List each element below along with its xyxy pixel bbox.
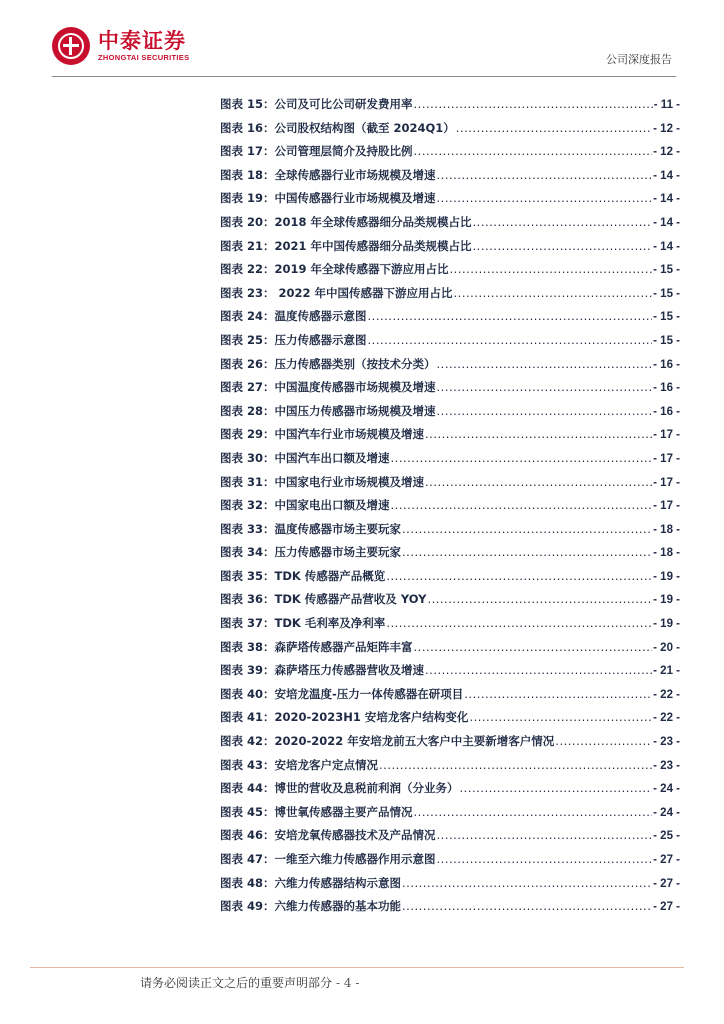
toc-entry[interactable] bbox=[220, 308, 680, 332]
toc-entry[interactable] bbox=[220, 190, 680, 214]
toc-entry[interactable] bbox=[220, 238, 680, 262]
toc-leader-dots bbox=[427, 592, 652, 606]
toc-leader-dots bbox=[437, 191, 653, 205]
toc-leader-dots bbox=[368, 333, 653, 347]
toc-leader-dots bbox=[391, 498, 653, 512]
toc-entry[interactable] bbox=[220, 827, 680, 851]
toc-entry-page: - 27 - bbox=[653, 901, 680, 914]
toc-entry[interactable] bbox=[220, 709, 680, 733]
toc-entry-title: 图表 26：压力传感器类别（按技术分类） bbox=[220, 356, 436, 371]
toc-entry-title: 图表 24：温度传感器示意图 bbox=[220, 309, 367, 324]
toc-entry-title: 图表 25：压力传感器示意图 bbox=[220, 332, 367, 347]
toc-entry-title: 图表 34：压力传感器市场主要玩家 bbox=[220, 545, 402, 560]
toc-entry[interactable] bbox=[220, 143, 680, 167]
footer-disclaimer: 请务必阅读正文之后的重要声明部分 bbox=[140, 976, 333, 990]
toc-entry[interactable] bbox=[220, 403, 680, 427]
toc-entry-page: - 11 - bbox=[653, 99, 680, 111]
toc-entry-title: 图表 30：中国汽车出口额及增速 bbox=[220, 450, 390, 465]
toc-entry[interactable] bbox=[220, 261, 680, 285]
toc-entry-page: - 18 - bbox=[653, 547, 680, 560]
toc-entry[interactable] bbox=[220, 332, 680, 356]
toc-entry-page: - 17 - bbox=[653, 500, 680, 513]
toc-entry-title: 图表 28：中国压力传感器市场规模及增速 bbox=[220, 403, 436, 418]
toc-entry[interactable] bbox=[220, 426, 680, 450]
toc-entry-page: - 16 - bbox=[653, 405, 680, 418]
toc-entry[interactable] bbox=[220, 591, 680, 615]
toc-entry-page: - 12 - bbox=[653, 122, 680, 135]
toc-leader-dots bbox=[425, 427, 652, 441]
toc-entry-title: 图表 16：公司股权结构图（截至 2024Q1） bbox=[220, 120, 455, 135]
toc-leader-dots bbox=[425, 663, 652, 677]
toc-entry[interactable] bbox=[220, 662, 680, 686]
toc-entry-title: 图表 32：中国家电出口额及增速 bbox=[220, 498, 390, 513]
toc-entry-title: 图表 22：2019 年全球传感器下游应用占比 bbox=[220, 262, 449, 277]
toc-entry[interactable] bbox=[220, 120, 680, 144]
toc-entry-title: 图表 20：2018 年全球传感器细分品类规模占比 bbox=[220, 214, 472, 229]
figure-table-of-contents bbox=[220, 96, 680, 922]
toc-entry[interactable] bbox=[220, 356, 680, 380]
toc-entry-title: 图表 48：六维力传感器结构示意图 bbox=[220, 875, 402, 890]
toc-entry[interactable] bbox=[220, 686, 680, 710]
toc-leader-dots bbox=[473, 239, 653, 253]
page-header bbox=[0, 0, 724, 76]
toc-entry-title: 图表 49：六维力传感器的基本功能 bbox=[220, 899, 402, 914]
toc-entry[interactable] bbox=[220, 544, 680, 568]
toc-leader-dots bbox=[368, 309, 653, 323]
toc-entry-page: - 16 - bbox=[653, 358, 680, 371]
toc-entry-title: 图表 35：TDK 传感器产品概览 bbox=[220, 568, 386, 583]
footer-page-number: - 4 - bbox=[336, 976, 360, 990]
toc-leader-dots bbox=[456, 121, 652, 135]
toc-entry[interactable] bbox=[220, 875, 680, 899]
toc-entry-title: 图表 33：温度传感器市场主要玩家 bbox=[220, 521, 402, 536]
toc-leader-dots bbox=[402, 545, 652, 559]
zhongtai-logo-icon bbox=[52, 27, 90, 65]
toc-entry-title: 图表 43：安培龙客户定点情况 bbox=[220, 757, 379, 772]
toc-entry-page: - 15 - bbox=[653, 311, 680, 324]
toc-entry-title: 图表 21：2021 年中国传感器细分品类规模占比 bbox=[220, 238, 472, 253]
toc-leader-dots bbox=[386, 569, 652, 583]
logo-chinese-name: 中泰证券 bbox=[98, 29, 186, 53]
toc-entry[interactable] bbox=[220, 167, 680, 191]
toc-leader-dots bbox=[464, 687, 652, 701]
toc-entry[interactable] bbox=[220, 474, 680, 498]
page-footer bbox=[140, 974, 359, 991]
toc-entry[interactable] bbox=[220, 615, 680, 639]
toc-leader-dots bbox=[460, 781, 653, 795]
toc-entry-title: 图表 19：中国传感器行业市场规模及增速 bbox=[220, 191, 436, 206]
toc-entry-title: 图表 17：公司管理层简介及持股比例 bbox=[220, 144, 413, 159]
toc-entry-title: 图表 37：TDK 毛利率及净利率 bbox=[220, 616, 386, 631]
toc-entry[interactable] bbox=[220, 733, 680, 757]
toc-leader-dots bbox=[425, 475, 652, 489]
toc-entry-page: - 17 - bbox=[653, 429, 680, 442]
toc-entry-page: - 17 - bbox=[653, 452, 680, 465]
toc-entry-title: 图表 40：安培龙温度-压力一体传感器在研项目 bbox=[220, 686, 464, 701]
company-logo bbox=[52, 24, 189, 68]
toc-entry-title: 图表 41：2020-2023H1 安培龙客户结构变化 bbox=[220, 710, 469, 725]
toc-leader-dots bbox=[414, 640, 653, 654]
toc-entry-title: 图表 39：森萨塔压力传感器营收及增速 bbox=[220, 663, 425, 678]
toc-leader-dots bbox=[437, 380, 653, 394]
toc-entry-title: 图表 29：中国汽车行业市场规模及增速 bbox=[220, 427, 425, 442]
toc-entry-title: 图表 44：博世的营收及息税前利润（分业务） bbox=[220, 781, 459, 796]
toc-entry-page: - 19 - bbox=[653, 594, 680, 607]
toc-entry[interactable] bbox=[220, 804, 680, 828]
toc-entry-page: - 24 - bbox=[653, 783, 680, 796]
footer-divider bbox=[30, 967, 684, 968]
toc-entry-page: - 17 - bbox=[653, 476, 680, 489]
toc-entry-page: - 19 - bbox=[653, 570, 680, 583]
toc-leader-dots bbox=[473, 215, 653, 229]
toc-entry-title: 图表 46：安培龙氧传感器技术及产品情况 bbox=[220, 828, 436, 843]
toc-entry-page: - 14 - bbox=[653, 193, 680, 206]
toc-leader-dots bbox=[437, 852, 653, 866]
toc-leader-dots bbox=[391, 451, 653, 465]
toc-entry-page: - 22 - bbox=[653, 688, 680, 701]
toc-entry[interactable] bbox=[220, 757, 680, 781]
toc-entry-page: - 18 - bbox=[653, 523, 680, 536]
toc-entry-page: - 27 - bbox=[653, 877, 680, 890]
toc-entry-page: - 12 - bbox=[653, 146, 680, 159]
toc-leader-dots bbox=[379, 758, 652, 772]
toc-leader-dots bbox=[437, 828, 653, 842]
toc-entry-title: 图表 18：全球传感器行业市场规模及增速 bbox=[220, 167, 436, 182]
toc-entry-page: - 14 - bbox=[653, 240, 680, 253]
toc-entry-page: - 23 - bbox=[653, 759, 680, 772]
report-type-label: 公司深度报告 bbox=[606, 53, 672, 66]
toc-leader-dots bbox=[402, 899, 652, 913]
toc-entry-page: - 19 - bbox=[653, 618, 680, 631]
toc-leader-dots bbox=[402, 876, 652, 890]
toc-entry-title: 图表 36：TDK 传感器产品营收及 YOY bbox=[220, 592, 427, 607]
toc-leader-dots bbox=[402, 522, 652, 536]
toc-entry[interactable] bbox=[220, 898, 680, 922]
toc-entry[interactable] bbox=[220, 568, 680, 592]
toc-entry[interactable] bbox=[220, 214, 680, 238]
toc-entry[interactable] bbox=[220, 379, 680, 403]
toc-entry-title: 图表 15：公司及可比公司研发费用率 bbox=[220, 97, 413, 111]
toc-entry-page: - 15 - bbox=[653, 287, 680, 300]
toc-leader-dots bbox=[414, 805, 653, 819]
toc-entry-title: 图表 23： 2022 年中国传感器下游应用占比 bbox=[220, 285, 453, 300]
toc-entry-page: - 21 - bbox=[653, 665, 680, 678]
toc-leader-dots bbox=[386, 616, 652, 630]
toc-entry-page: - 25 - bbox=[653, 830, 680, 843]
toc-leader-dots bbox=[437, 357, 653, 371]
toc-leader-dots bbox=[437, 404, 653, 418]
toc-entry-page: - 15 - bbox=[653, 264, 680, 277]
toc-entry[interactable] bbox=[220, 851, 680, 875]
toc-entry-title: 图表 47：一维至六维力传感器作用示意图 bbox=[220, 852, 436, 866]
toc-entry-page: - 23 - bbox=[653, 736, 680, 749]
toc-entry-page: - 27 - bbox=[653, 854, 680, 866]
toc-entry-page: - 20 - bbox=[653, 641, 680, 654]
toc-entry-title: 图表 45：博世氧传感器主要产品情况 bbox=[220, 804, 413, 819]
logo-english-name: ZHONGTAI SECURITIES bbox=[98, 53, 190, 62]
toc-entry-title: 图表 31：中国家电行业市场规模及增速 bbox=[220, 474, 425, 489]
toc-entry-page: - 14 - bbox=[653, 169, 680, 182]
toc-entry[interactable] bbox=[220, 639, 680, 663]
toc-entry-title: 图表 27：中国温度传感器市场规模及增速 bbox=[220, 380, 436, 395]
toc-leader-dots bbox=[414, 144, 653, 158]
header-divider bbox=[52, 76, 676, 77]
toc-entry[interactable] bbox=[220, 450, 680, 474]
toc-entry-page: - 15 - bbox=[653, 334, 680, 347]
toc-leader-dots bbox=[437, 168, 653, 182]
toc-leader-dots bbox=[414, 97, 653, 111]
toc-leader-dots bbox=[454, 286, 653, 300]
toc-entry-page: - 14 - bbox=[653, 216, 680, 229]
toc-leader-dots bbox=[469, 710, 652, 724]
toc-leader-dots bbox=[555, 734, 652, 748]
toc-entry-page: - 24 - bbox=[653, 806, 680, 819]
toc-entry[interactable] bbox=[220, 521, 680, 545]
toc-leader-dots bbox=[450, 262, 653, 276]
toc-entry[interactable] bbox=[220, 497, 680, 521]
toc-entry-title: 图表 42：2020-2022 年安培龙前五大客户中主要新增客户情况 bbox=[220, 734, 555, 749]
toc-entry-page: - 16 - bbox=[653, 382, 680, 395]
toc-entry[interactable] bbox=[220, 96, 680, 120]
toc-entry[interactable] bbox=[220, 780, 680, 804]
toc-entry-title: 图表 38：森萨塔传感器产品矩阵丰富 bbox=[220, 639, 413, 654]
toc-entry-page: - 22 - bbox=[653, 712, 680, 725]
toc-entry[interactable] bbox=[220, 285, 680, 309]
